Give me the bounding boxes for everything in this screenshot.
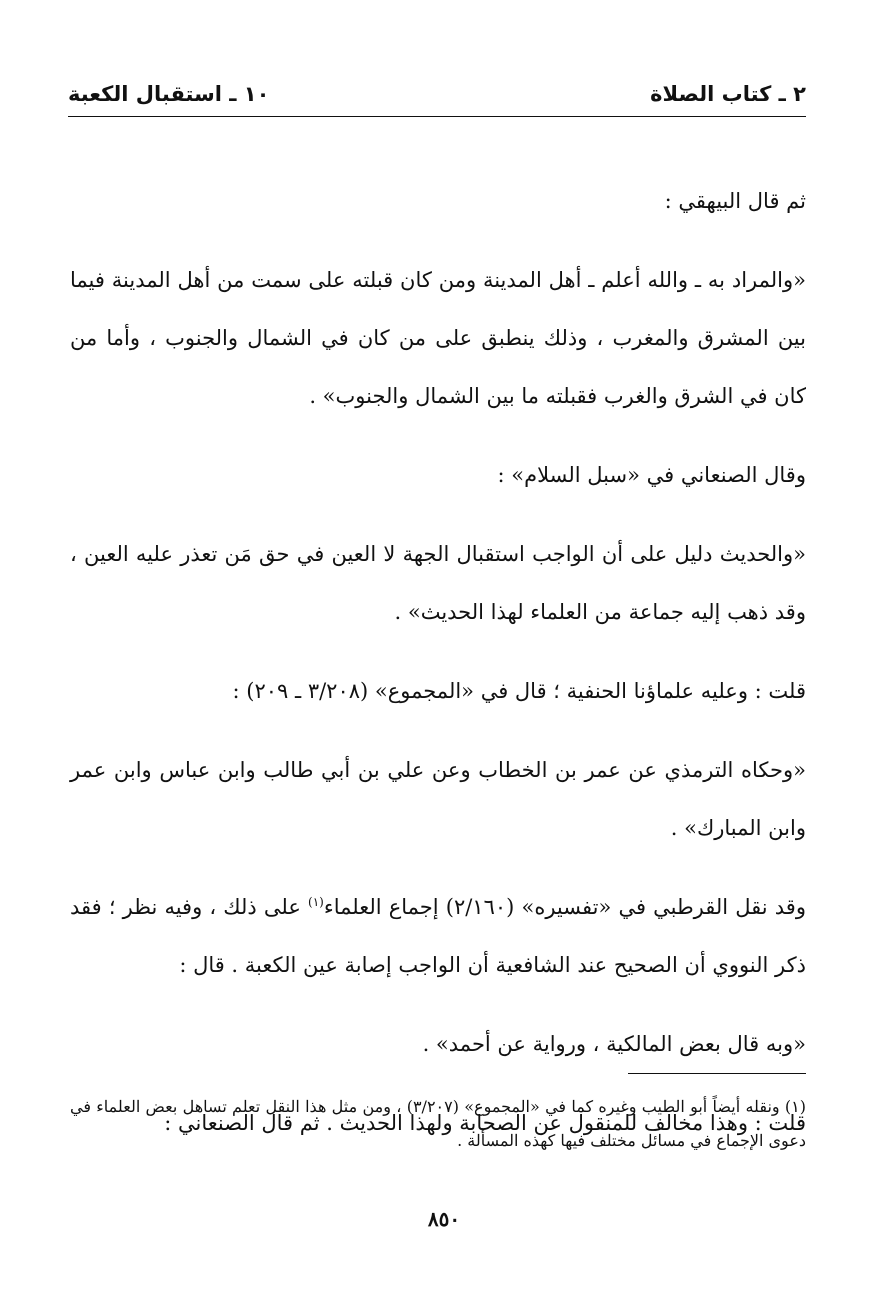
- paragraph-qurtubi: [70, 878, 806, 994]
- paragraph-hanafi-note: قلت : وعليه علماؤنا الحنفية ؛ قال في «المجموع» (٣/٢٠٨ ـ ٢٠٩) :: [232, 679, 806, 703]
- paragraph-maliki-quote: «وبه قال بعض المالكية ، ورواية عن أحمد» .: [422, 1032, 806, 1056]
- footnote-separator: [628, 1073, 806, 1074]
- paragraph-bayhaqi-quote: «والمراد به ـ والله أعلم ـ أهل المدينة ومن كان قبلته على سمت من أهل المدينة فيما بين المشرق والمغرب ، وذلك ينطبق على من كان في الشمال والجنوب ، وأما من كان في الشرق والغرب فقبلته ما بين الشمال والجنوب» .: [70, 268, 806, 408]
- running-header: [68, 76, 806, 117]
- qurtubi-text-before-note: وقد نقل القرطبي في «تفسيره» (٢/١٦٠) إجماع العلماء: [323, 895, 806, 919]
- footnote-marker[interactable]: (١): [308, 895, 324, 909]
- paragraph-bayhaqi-intro: ثم قال البيهقي :: [664, 189, 806, 213]
- page-number: ٨٥٠: [427, 1207, 461, 1231]
- qurtubi-text-after-note: على ذلك ، وفيه نظر ؛ فقد ذكر النووي أن الصحيح عند الشافعية أن الواجب إصابة عين الكعبة . قال :: [70, 895, 806, 977]
- paragraph-sanani-quote: «والحديث دليل على أن الواجب استقبال الجهة لا العين في حق مَن تعذر عليه العين ، وقد ذهب إليه جماعة من العلماء لهذا الحديث» .: [70, 542, 806, 624]
- footnote: (١) ونقله أيضاً أبو الطيب وغيره كما في «المجموع» (٣/٢٠٧) ، ومن مثل هذا النقل تعلم تساهل بعض العلماء في دعوى الإجماع في مسائل مختلف فيها كهذه المسألة .: [70, 1097, 806, 1150]
- paragraph-tirmidhi-quote: «وحكاه الترمذي عن عمر بن الخطاب وعن علي بن أبي طالب وابن عباس وابن عمر وابن المبارك» .: [70, 758, 806, 840]
- chapter-title: ٢ ـ كتاب الصلاة: [650, 82, 806, 106]
- section-title: ١٠ ـ استقبال الكعبة: [68, 82, 270, 106]
- paragraph-conclusion: قلت : وهذا مخالف للمنقول عن الصحابة ولهذا الحديث . ثم قال الصنعاني :: [164, 1111, 806, 1135]
- paragraph-sanani-intro: وقال الصنعاني في «سبل السلام» :: [497, 463, 806, 487]
- main-text: [70, 172, 806, 1173]
